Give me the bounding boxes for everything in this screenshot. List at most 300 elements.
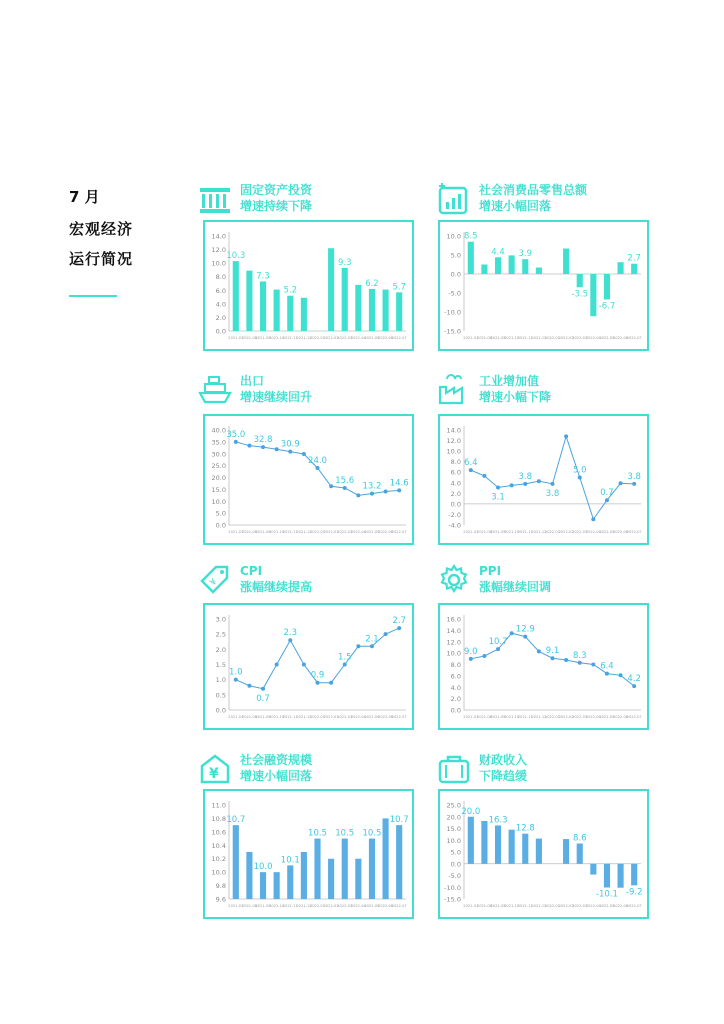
panel-header-retail — [437, 182, 587, 216]
x-tick-label: 2021-09 — [490, 336, 506, 340]
y-tick-label: 12.0 — [446, 638, 461, 647]
x-tick-label: 2022-06 — [378, 904, 394, 908]
chart-svg — [440, 416, 647, 543]
data-point — [247, 444, 251, 448]
x-tick-label: 2021-11 — [517, 715, 533, 719]
x-tick-label: 2021-11 — [282, 715, 298, 719]
data-label: 12.8 — [515, 823, 535, 834]
data-point — [356, 644, 360, 648]
y-tick-label: 10.0 — [211, 497, 226, 506]
data-label: 0.9 — [310, 670, 325, 681]
data-label: 10.5 — [308, 828, 327, 839]
x-tick-label: 2022-06 — [613, 530, 629, 534]
bar — [481, 821, 487, 864]
x-tick-label: 2022-02 — [323, 530, 339, 534]
y-tick-label: 0.0 — [450, 500, 461, 509]
data-label: 7.3 — [256, 271, 270, 282]
chart-svg — [205, 605, 412, 728]
x-tick-label: 2021-07 — [228, 336, 244, 340]
panel-subtitle: 下降趋缓 — [479, 769, 528, 783]
panel-header-fixed-asset — [198, 182, 312, 216]
y-tick-label: 15.0 — [211, 485, 226, 494]
data-label: 8.3 — [572, 650, 587, 661]
x-tick-label: 2022-04 — [350, 904, 366, 908]
bar — [301, 852, 307, 899]
x-tick-label: 2021-08 — [241, 715, 257, 719]
bar — [509, 255, 515, 274]
data-label: 3.8 — [545, 488, 560, 499]
data-point — [591, 517, 595, 521]
bar — [246, 852, 252, 899]
bar — [342, 268, 348, 331]
x-tick-label: 2021-08 — [476, 530, 492, 534]
data-label: 4.2 — [627, 674, 641, 685]
bar — [233, 825, 239, 899]
bar — [590, 864, 596, 875]
x-tick-label: 2022-06 — [613, 715, 629, 719]
ship-icon — [198, 373, 232, 407]
x-tick-label: 2022-01 — [309, 530, 326, 534]
y-tick-label: 15.0 — [446, 825, 461, 833]
x-tick-label: 2022-03 — [572, 715, 588, 719]
bar — [522, 834, 528, 864]
bar — [287, 296, 293, 331]
data-point — [384, 490, 388, 494]
y-tick-label: 4.0 — [450, 479, 461, 488]
data-point — [302, 452, 306, 456]
y-tick-label: 0.0 — [450, 860, 461, 869]
data-label: 9.1 — [545, 646, 560, 657]
x-tick-label: 2022-02 — [558, 715, 574, 719]
data-label: 8.6 — [572, 833, 587, 844]
y-tick-label: 4.0 — [215, 300, 226, 309]
data-point — [510, 483, 514, 487]
data-point — [551, 482, 555, 486]
chart-cpi — [203, 603, 414, 730]
data-label: 3.9 — [518, 249, 533, 260]
x-tick-label: 2021-08 — [476, 336, 492, 340]
bar — [481, 265, 487, 275]
data-point — [632, 684, 636, 688]
x-tick-label: 2022-05 — [599, 715, 615, 719]
x-tick-label: 2022-04 — [585, 904, 601, 908]
bar — [577, 844, 583, 864]
y-tick-label: 10.0 — [211, 868, 226, 877]
svg-text:¥: ¥ — [208, 577, 220, 589]
y-tick-label: 4.0 — [450, 683, 461, 692]
x-tick-label: 2021-08 — [241, 904, 257, 908]
panel-title: 财政收入 — [479, 753, 528, 767]
x-tick-label: 2022-02 — [558, 904, 574, 908]
x-tick-label: 2022-02 — [323, 715, 339, 719]
x-tick-label: 2022-01 — [309, 904, 326, 908]
data-point — [482, 654, 486, 658]
data-label: 6.4 — [464, 458, 478, 469]
x-tick-label: 2022-04 — [350, 530, 366, 534]
x-tick-label: 2021-08 — [476, 715, 492, 719]
bar — [233, 261, 239, 331]
x-tick-label: 2022-06 — [613, 336, 629, 340]
panel-subtitle: 增速小幅回落 — [240, 769, 313, 783]
chart-export — [203, 414, 414, 545]
y-tick-label: 5.0 — [215, 509, 226, 518]
bar — [383, 818, 389, 899]
y-tick-label: 2.5 — [215, 630, 226, 639]
bar — [369, 289, 375, 331]
data-label: -6.7 — [598, 301, 616, 312]
x-tick-label: 2022-06 — [378, 530, 394, 534]
x-tick-label: 2022-07 — [391, 715, 407, 719]
panel-title: 社会消费品零售总额 — [479, 183, 588, 197]
x-tick-label: 2022-06 — [613, 904, 629, 908]
x-tick-label: 2021-12 — [296, 715, 312, 719]
bar — [369, 839, 375, 899]
y-tick-label: 14.0 — [211, 232, 226, 241]
data-point — [370, 492, 374, 496]
x-tick-label: 2022-07 — [626, 715, 642, 719]
bar — [328, 248, 334, 331]
data-point — [605, 672, 609, 676]
x-tick-label: 2022-05 — [599, 530, 615, 534]
bar — [604, 274, 610, 299]
y-tick-label: 25.0 — [211, 462, 226, 471]
x-tick-label: 2022-03 — [572, 904, 588, 908]
data-label: -3.5 — [571, 289, 589, 300]
data-point — [564, 434, 568, 438]
bar — [274, 290, 280, 331]
panel-subtitle: 涨幅继续提高 — [240, 580, 313, 594]
data-point — [261, 445, 265, 449]
y-tick-label: 5.0 — [450, 848, 461, 857]
data-point — [523, 635, 527, 639]
bar — [383, 290, 389, 331]
data-label: 10.5 — [335, 828, 355, 839]
y-tick-label: 10.8 — [211, 814, 226, 823]
x-tick-label: 2021-09 — [490, 530, 506, 534]
data-label: 3.8 — [627, 471, 641, 482]
bar — [577, 274, 583, 287]
y-tick-label: 30.0 — [211, 450, 226, 459]
data-label: 2.3 — [283, 628, 298, 639]
data-label: 0.7 — [600, 488, 614, 499]
x-tick-label: 2021-08 — [476, 904, 492, 908]
data-point — [384, 632, 388, 636]
y-tick-label: 1.0 — [215, 676, 226, 685]
bar — [328, 859, 334, 899]
y-tick-label: 0.0 — [450, 270, 461, 279]
x-tick-label: 2022-01 — [309, 715, 326, 719]
data-label: -10.1 — [595, 889, 618, 900]
y-tick-label: 1.5 — [215, 661, 226, 669]
data-label: 14.6 — [389, 478, 409, 489]
section-title-line1: 宏观经济 — [69, 220, 134, 238]
retail-chart-icon — [437, 182, 471, 216]
y-tick-label: 10.0 — [446, 447, 461, 456]
y-tick-label: -5.0 — [448, 872, 461, 880]
data-label: 30.9 — [280, 439, 300, 450]
bar — [301, 298, 307, 331]
panel-subtitle: 增速持续下降 — [240, 199, 313, 213]
y-tick-label: 0.0 — [215, 706, 226, 715]
data-label: 9.0 — [464, 646, 478, 657]
x-tick-label: 2022-01 — [309, 336, 326, 340]
x-tick-label: 2021-10 — [269, 715, 285, 719]
panel-subtitle: 增速继续回升 — [240, 390, 313, 404]
x-tick-label: 2022-05 — [599, 336, 615, 340]
x-tick-label: 2021-10 — [269, 336, 285, 340]
x-tick-label: 2021-07 — [463, 715, 479, 719]
x-tick-label: 2021-07 — [228, 715, 244, 719]
y-tick-label: 2.0 — [215, 313, 226, 322]
data-label: 2.7 — [392, 616, 406, 627]
bar — [631, 864, 637, 886]
chart-social-finance — [203, 789, 414, 919]
data-label: -9.2 — [625, 887, 643, 898]
x-tick-label: 2021-07 — [463, 904, 479, 908]
panel-title: CPI — [240, 564, 263, 578]
bar — [396, 292, 402, 331]
x-tick-label: 2022-07 — [391, 530, 407, 534]
data-point — [302, 663, 306, 667]
chart-svg — [205, 416, 412, 543]
data-label: 1.0 — [229, 667, 243, 678]
x-tick-label: 2021-11 — [282, 336, 298, 340]
data-point — [288, 638, 292, 642]
y-tick-label: 11.0 — [211, 801, 226, 810]
x-tick-label: 2021-09 — [490, 715, 506, 719]
data-label: 0.7 — [256, 693, 270, 704]
x-tick-label: 2021-07 — [463, 530, 479, 534]
section-title-line2: 运行简况 — [69, 250, 134, 268]
x-tick-label: 2022-01 — [544, 336, 561, 340]
x-tick-label: 2021-10 — [269, 904, 285, 908]
y-tick-label: 35.0 — [211, 438, 226, 447]
y-tick-label: 10.0 — [211, 259, 226, 268]
data-point — [619, 673, 623, 677]
data-point — [397, 626, 401, 630]
x-tick-label: 2022-03 — [337, 530, 353, 534]
y-tick-label: 9.8 — [215, 882, 226, 891]
panel-header-ppi — [437, 563, 551, 597]
data-label: 5.7 — [392, 282, 406, 293]
data-label: 15.6 — [335, 475, 355, 486]
bar — [618, 262, 624, 274]
x-tick-label: 2021-12 — [296, 904, 312, 908]
panel-header-fiscal — [437, 752, 527, 786]
data-point — [261, 687, 265, 691]
data-label: 5.0 — [572, 465, 587, 476]
y-tick-label: -4.0 — [448, 521, 461, 530]
x-tick-label: 2022-02 — [323, 336, 339, 340]
data-label: 24.0 — [308, 456, 327, 466]
x-tick-label: 2022-03 — [337, 715, 353, 719]
y-tick-label: 5.0 — [450, 251, 461, 260]
x-tick-label: 2021-09 — [255, 904, 271, 908]
data-point — [551, 656, 555, 660]
x-tick-label: 2022-02 — [558, 336, 574, 340]
x-tick-label: 2022-07 — [626, 530, 642, 534]
x-tick-label: 2021-11 — [517, 904, 533, 908]
building-icon — [198, 182, 232, 216]
y-tick-label: 2.0 — [450, 489, 461, 498]
y-tick-label: 25.0 — [446, 801, 461, 810]
chart-retail — [438, 220, 649, 351]
x-tick-label: 2021-08 — [241, 336, 257, 340]
data-label: 32.8 — [253, 435, 273, 446]
bar — [246, 271, 252, 331]
data-point — [316, 681, 320, 685]
x-tick-label: 2021-12 — [531, 336, 547, 340]
x-tick-label: 2021-09 — [255, 715, 271, 719]
bar — [522, 259, 528, 274]
data-point — [275, 663, 279, 667]
panel-subtitle: 增速小幅下降 — [479, 390, 552, 404]
panel-header-social-finance — [198, 752, 312, 786]
x-tick-label: 2022-04 — [585, 336, 601, 340]
bar — [495, 825, 501, 863]
y-tick-label: 20.0 — [211, 474, 226, 482]
x-tick-label: 2022-01 — [544, 530, 561, 534]
x-tick-label: 2022-05 — [364, 715, 380, 719]
x-tick-label: 2022-03 — [572, 530, 588, 534]
bar — [536, 268, 542, 274]
y-tick-label: 6.0 — [215, 286, 226, 295]
y-tick-label: 12.0 — [211, 246, 226, 255]
panel-header-cpi — [198, 563, 312, 597]
data-point — [523, 482, 527, 486]
y-tick-label: 10.6 — [211, 828, 226, 837]
x-tick-label: 2022-01 — [544, 715, 561, 719]
x-tick-label: 2021-10 — [504, 715, 520, 719]
data-point — [482, 474, 486, 478]
data-point — [510, 631, 514, 635]
data-point — [397, 488, 401, 492]
y-tick-label: 40.0 — [211, 426, 226, 435]
y-tick-label: 10.0 — [446, 649, 461, 658]
y-tick-label: 20.0 — [446, 813, 461, 822]
y-tick-label: 0.0 — [215, 327, 226, 336]
data-label: 9.3 — [337, 257, 352, 268]
data-label: 2.7 — [627, 253, 641, 264]
y-tick-label: 8.0 — [215, 273, 226, 282]
chart-svg — [205, 791, 412, 917]
y-tick-label: 6.0 — [450, 468, 461, 477]
y-tick-label: 0.0 — [450, 706, 461, 715]
data-label: 12.9 — [515, 624, 535, 635]
x-tick-label: 2021-09 — [255, 530, 271, 534]
panel-header-industry — [437, 373, 551, 407]
data-label: 3.1 — [491, 492, 505, 503]
data-point — [247, 684, 251, 688]
data-label: 6.2 — [365, 278, 379, 289]
chart-svg — [440, 605, 647, 728]
x-tick-label: 2021-12 — [296, 530, 312, 534]
y-tick-label: 8.0 — [450, 458, 461, 467]
bar — [314, 839, 320, 899]
x-tick-label: 2022-05 — [364, 530, 380, 534]
x-tick-label: 2021-09 — [490, 904, 506, 908]
x-tick-label: 2022-07 — [391, 336, 407, 340]
x-tick-label: 2022-04 — [585, 715, 601, 719]
data-point — [370, 644, 374, 648]
y-tick-label: 0.5 — [215, 691, 226, 700]
data-label: 10.7 — [226, 815, 246, 826]
data-point — [469, 468, 473, 472]
data-point — [234, 678, 238, 682]
bar — [342, 839, 348, 899]
report-month: 7 月 — [69, 188, 100, 206]
data-point — [496, 486, 500, 490]
x-tick-label: 2022-01 — [544, 904, 561, 908]
data-label: 13.2 — [362, 481, 382, 492]
x-tick-label: 2022-07 — [626, 336, 642, 340]
y-tick-label: 0.0 — [215, 521, 226, 530]
x-tick-label: 2022-02 — [323, 904, 339, 908]
data-point — [329, 484, 333, 488]
bar — [260, 281, 266, 331]
chart-ppi — [438, 603, 649, 730]
x-tick-label: 2021-11 — [517, 336, 533, 340]
x-tick-label: 2022-06 — [378, 715, 394, 719]
x-tick-label: 2021-09 — [255, 336, 271, 340]
bar — [355, 859, 361, 899]
x-tick-label: 2021-11 — [282, 904, 298, 908]
y-tick-label: -10.0 — [444, 883, 461, 892]
data-label: 2.1 — [365, 634, 379, 645]
data-label: 10.5 — [362, 828, 382, 839]
factory-icon — [437, 373, 471, 407]
x-tick-label: 2022-07 — [391, 904, 407, 908]
data-label: 10.0 — [253, 862, 273, 873]
x-tick-label: 2022-06 — [378, 336, 394, 340]
x-tick-label: 2022-07 — [626, 904, 642, 908]
chart-svg — [205, 222, 412, 349]
x-tick-label: 2021-10 — [269, 530, 285, 534]
data-label: 6.4 — [600, 661, 614, 672]
bar — [274, 872, 280, 899]
data-label: 16.3 — [488, 815, 508, 826]
price-tag-icon — [198, 563, 232, 597]
data-point — [234, 440, 238, 444]
bar — [495, 257, 501, 274]
data-label: 10.3 — [226, 251, 246, 262]
x-tick-label: 2021-07 — [228, 904, 244, 908]
panel-title: 出口 — [240, 374, 265, 388]
x-tick-label: 2022-05 — [599, 904, 615, 908]
data-point — [275, 447, 279, 451]
x-tick-label: 2022-04 — [350, 715, 366, 719]
x-tick-label: 2021-11 — [282, 530, 298, 534]
chart-fixed-asset — [203, 220, 414, 351]
y-tick-label: 10.4 — [211, 841, 226, 850]
wallet-icon — [437, 752, 471, 786]
data-label: 20.0 — [461, 806, 481, 817]
bar — [260, 872, 266, 899]
data-point — [537, 479, 541, 483]
y-tick-label: -2.0 — [448, 510, 461, 519]
x-tick-label: 2022-02 — [558, 530, 574, 534]
data-point — [619, 481, 623, 485]
x-tick-label: 2021-07 — [463, 336, 479, 340]
gear-icon — [437, 563, 471, 597]
bar — [604, 864, 610, 888]
data-label: 1.5 — [337, 652, 352, 663]
data-point — [537, 649, 541, 653]
x-tick-label: 2021-10 — [504, 336, 520, 340]
data-point — [605, 498, 609, 502]
bar — [563, 249, 569, 274]
y-tick-label: 8.0 — [450, 661, 461, 669]
